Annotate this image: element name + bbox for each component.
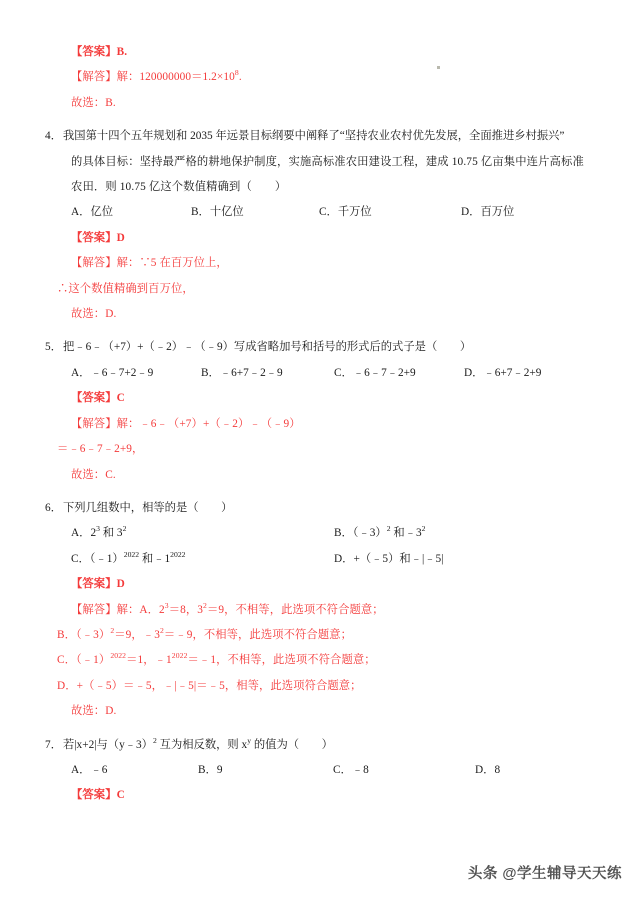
question-4-options [71,200,597,225]
q7-sup-1: 2 [152,735,157,745]
question-7-number: 7． [45,738,62,751]
option-a[interactable]: A．亿位 [71,206,114,219]
question-4-answer [71,226,597,251]
question-4 [43,124,597,327]
option-c-sup-1: 2022 [123,549,140,559]
choose-line [71,91,597,116]
exp2-mid-2: ＝﹣9，不相等，此选项不符合题意； [163,628,353,641]
q7-tail: 的值为（ ） [251,738,333,751]
option-b-label: B．（﹣3） [334,527,387,540]
option-c[interactable]: C．﹣8 [333,763,369,776]
q7-mid: 互为相反数，则 x [156,738,248,751]
question-7 [43,733,597,809]
option-a-label: A．2 [71,527,97,540]
question-4-text-line-2: 的具体目标：坚持最严格的耕地保护制度，实施高标准农田建设工程，建成 10.75 亿亩集中连片高标准 [71,155,584,168]
question-5-answer-text: 【答案】C [71,392,125,405]
exponent: 8 [234,68,239,78]
question-6-options-row-2 [71,547,597,572]
spacer [43,725,597,733]
question-4-text-line-3: 农田．则 10.75 亿这个数值精确到（ ） [71,181,287,194]
exp2-prefix: B．（﹣3） [57,628,111,641]
exp3-mid-2: ＝﹣1，不相等，此选项不符合题意； [187,654,376,667]
option-b[interactable]: B．9 [198,763,223,776]
exp1-sup-1: 3 [164,600,169,610]
answer-line [71,40,597,65]
spacer [43,327,597,335]
question-5-number: 5． [45,341,62,354]
question-7-answer-text: 【答案】C [71,789,125,802]
question-6-text-line-1: 下列几组数中，相等的是（ ） [63,501,233,514]
question-5 [43,335,597,487]
option-c[interactable]: C．﹣6﹣7﹣2+9 [334,366,416,379]
question-6-answer-text: 【答案】D [71,578,125,591]
watermark-prefix: 头条 [467,866,498,882]
question-6-explanation-2 [57,623,597,648]
watermark-handle: @学生辅导天天练 [502,866,622,882]
question-5-answer [71,386,597,411]
option-b[interactable] [334,521,597,546]
option-c-label: C．（﹣1） [71,552,124,565]
option-a-mid: 和 3 [99,527,123,540]
question-6-choose: 故选：D. [71,705,117,718]
option-b[interactable]: B．十亿位 [191,206,244,219]
question-4-header [43,124,597,149]
option-c-mid: 和﹣1 [139,552,171,565]
exp2-sup-2: 2 [159,626,164,636]
question-4-explanation-1: 【解答】解：∵5 在百万位上， [71,257,228,270]
question-4-explanation-2: ∴这个数值精确到百万位， [57,282,194,295]
exp1-prefix: 【解答】解：A．2 [71,603,165,616]
exp3-prefix: C．（﹣1） [57,654,111,667]
answer-block-previous-question [43,40,597,116]
explanation-line [71,65,597,90]
exp3-sup-1: 2022 [110,651,127,661]
option-d[interactable]: D．百万位 [461,206,515,219]
choose-text: 故选：B. [71,96,116,109]
exp1-mid-2: ＝9，不相等，此选项不符合题意； [206,603,384,616]
option-d[interactable] [334,547,597,572]
question-6-explanation-1 [71,598,597,623]
option-d-label: D．+（﹣5）和﹣|﹣5| [334,552,444,565]
option-b-sup-2: 2 [421,524,426,534]
exp3-sup-2: 2022 [171,651,188,661]
option-c-sup-2: 2022 [170,549,186,559]
question-6-explanation-4 [57,674,597,699]
question-6-explanation-3 [57,648,597,673]
question-5-options [71,361,597,386]
option-a[interactable] [71,521,334,546]
question-7-options [71,758,597,783]
question-5-explanation-2: ＝﹣6﹣7﹣2+9， [57,443,144,456]
option-a-sup-1: 3 [96,524,100,534]
question-5-header [43,335,597,360]
q7-prefix: 若|x+2|与（y﹣3） [63,738,153,751]
q7-sup-2: y [247,735,252,745]
question-4-choose: 故选：D. [71,308,117,321]
option-b-mid: 和﹣3 [390,527,422,540]
exp2-sup-1: 2 [110,626,115,636]
question-6 [43,496,597,725]
option-c[interactable] [71,547,334,572]
option-a[interactable]: A．﹣6 [71,763,108,776]
question-5-text-line-1: 把﹣6﹣（+7）+（﹣2）﹣（﹣9）写成省略加号和括号的形式后的式子是（ ） [63,341,472,354]
question-5-explanation-1: 【解答】解：﹣6﹣（+7）+（﹣2）﹣（﹣9） [71,417,301,430]
option-d[interactable]: D．﹣6+7﹣2+9 [464,366,542,379]
option-a[interactable]: A．﹣6﹣7+2﹣9 [71,366,154,379]
exp1-mid-1: ＝8，3 [168,603,204,616]
answer-tag-text: 【答案】B. [71,46,128,58]
option-b[interactable]: B．﹣6+7﹣2﹣9 [201,366,283,379]
exp1-sup-2: 2 [203,600,207,610]
question-6-header [43,496,597,521]
spacer [43,488,597,496]
question-6-options-row-1 [71,521,597,546]
exp2-mid-1: ＝9，﹣3 [114,628,160,641]
question-6-number: 6． [45,501,62,514]
watermark [468,862,622,883]
option-b-sup-1: 2 [386,524,391,534]
explanation-tail: . [238,71,242,84]
page-artifact-dot [437,66,440,69]
spacer [43,116,597,124]
question-6-answer [71,572,597,597]
explanation-text: 【解答】解：120000000＝1.2×10 [71,71,235,84]
question-7-text [63,733,333,758]
question-7-header [43,733,597,758]
question-4-text-line-1: 我国第十四个五年规划和 2035 年远景目标纲要中阐释了“坚持农业农村优先发展，全面推进乡村振兴” [63,130,565,143]
question-4-number: 4． [45,130,62,143]
option-d[interactable]: D．8 [475,763,501,776]
exp3-mid-1: ＝1，﹣1 [126,654,172,667]
option-a-sup-2: 2 [122,524,127,534]
question-7-answer [71,783,597,808]
question-5-choose: 故选：C. [71,468,116,481]
option-c[interactable]: C．千万位 [319,206,372,219]
question-4-answer-text: 【答案】D [71,231,125,244]
exp4-prefix: D．+（﹣5）＝﹣5，﹣|﹣5|＝﹣5，相等，此选项符合题意； [57,679,362,692]
